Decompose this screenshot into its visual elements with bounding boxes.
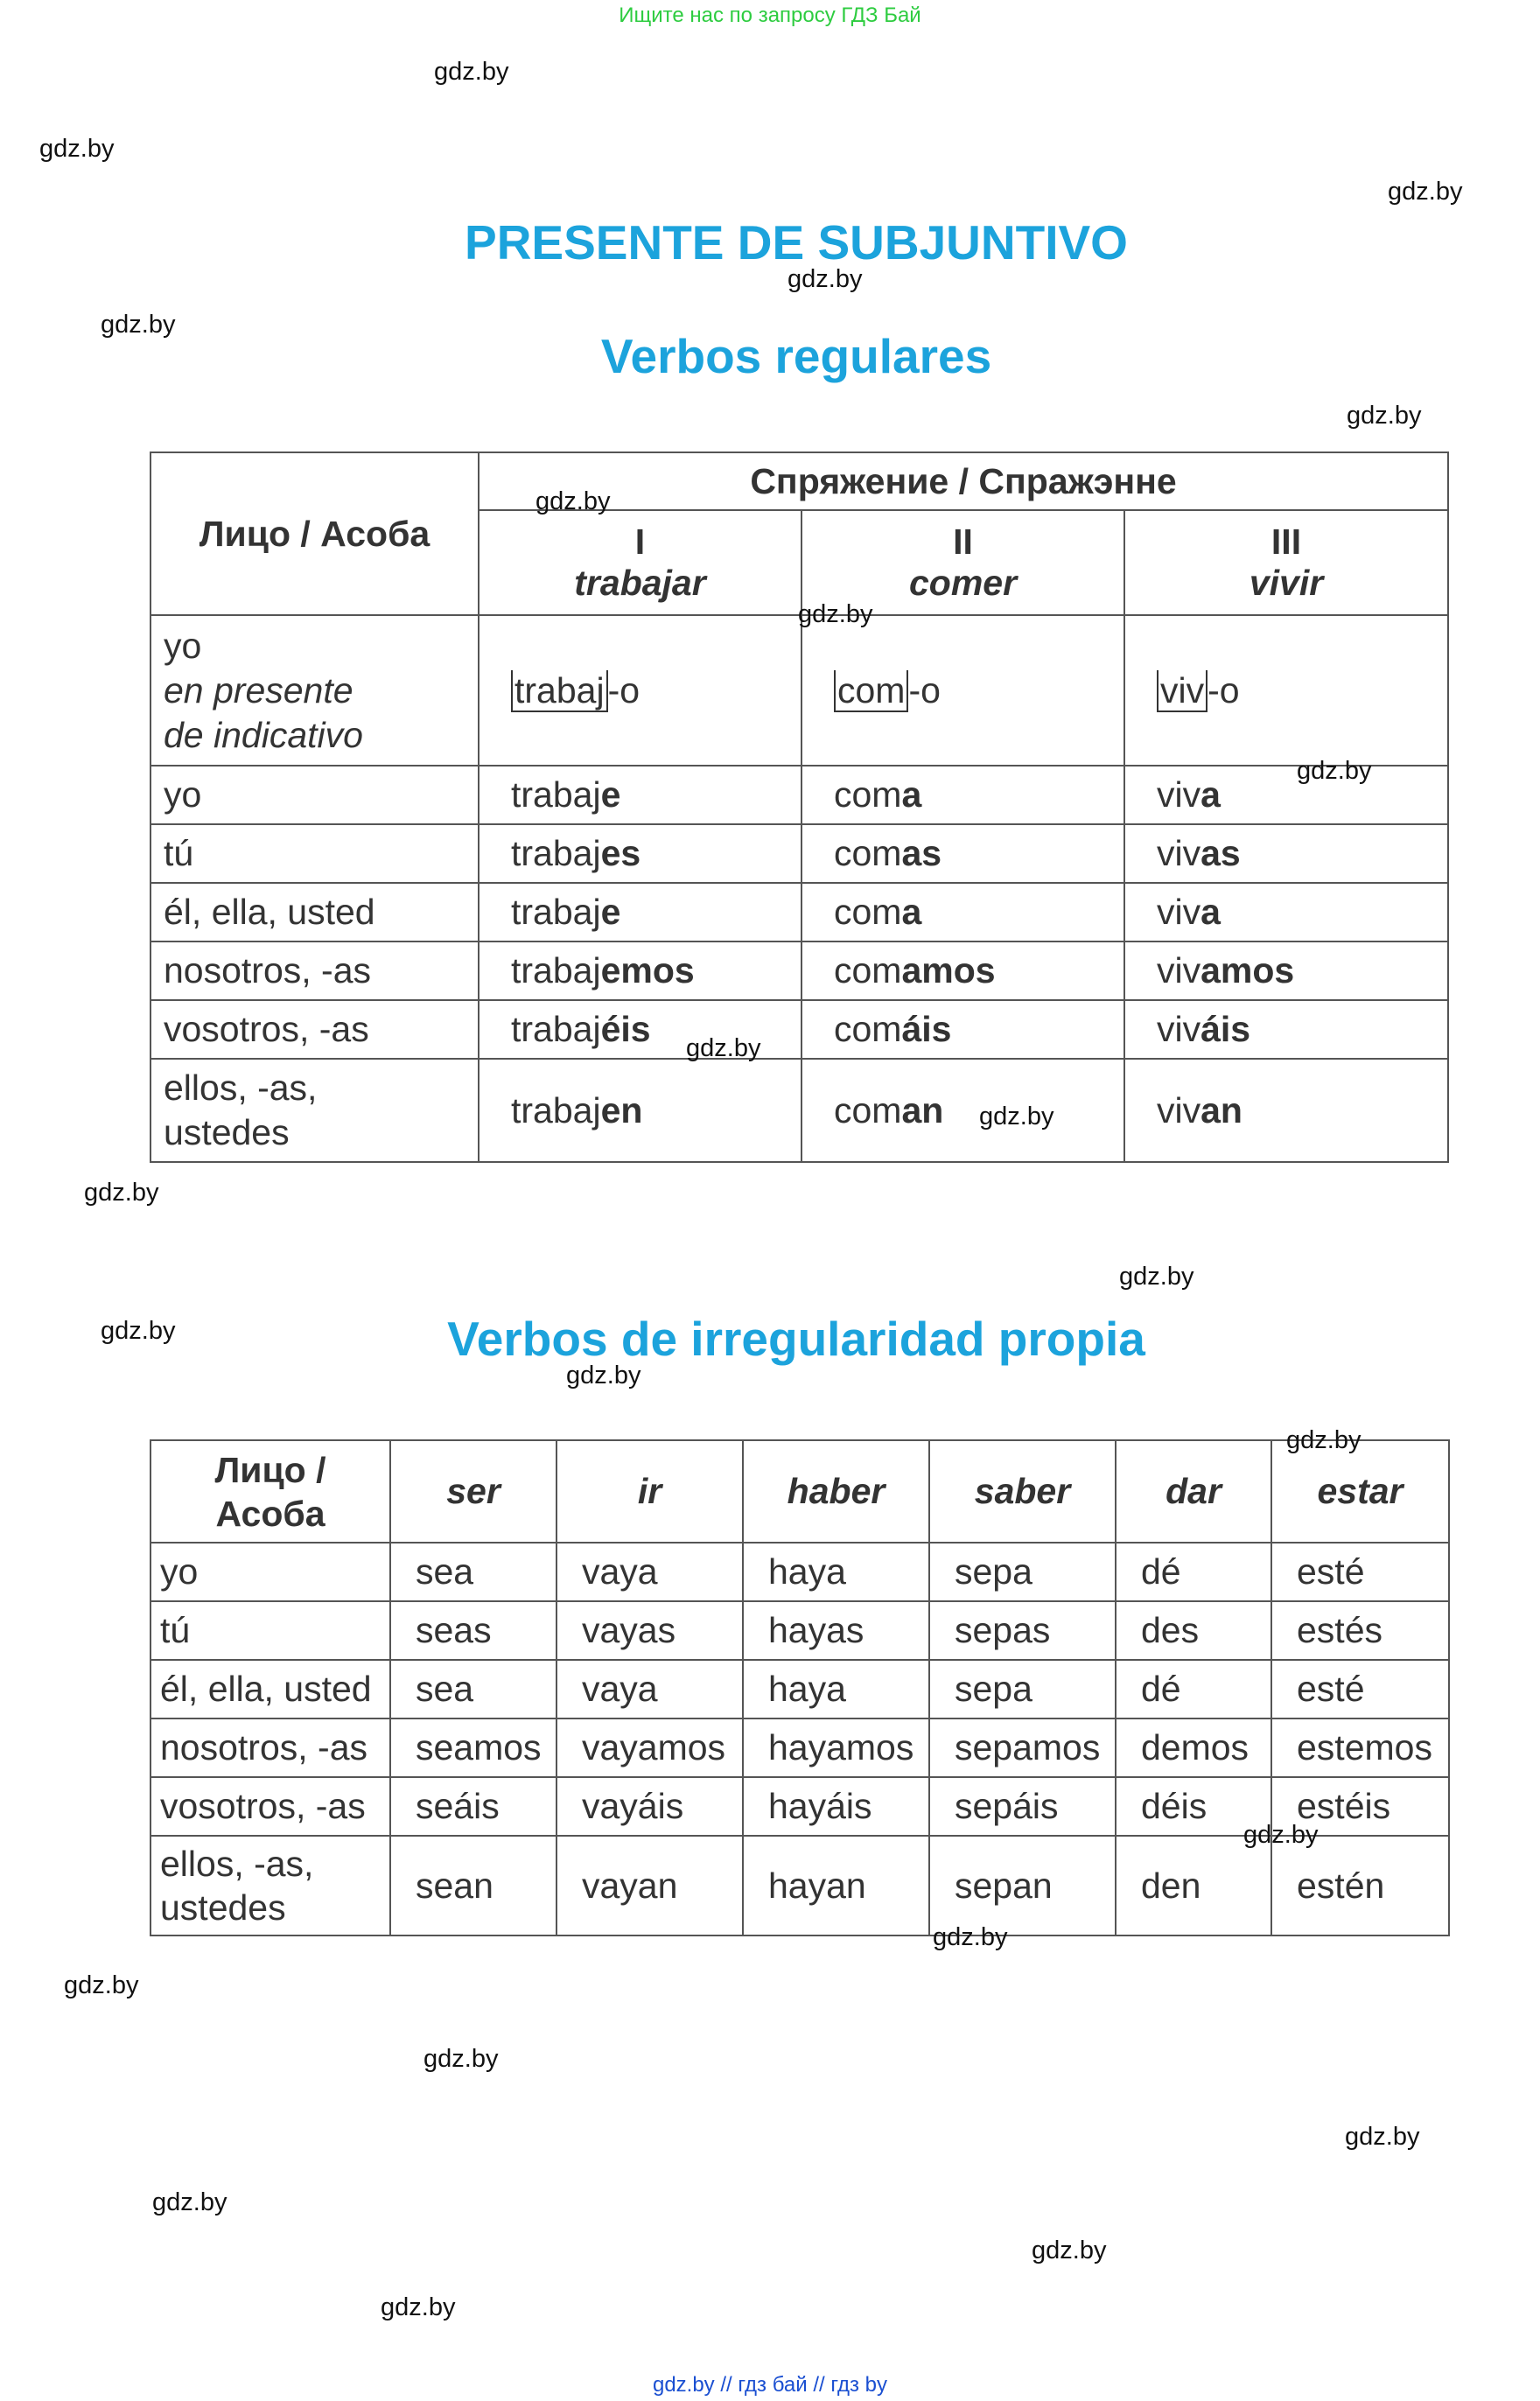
watermark: gdz.by: [566, 1362, 641, 1390]
verb-header: dar: [1116, 1440, 1271, 1543]
watermark: gdz.by: [536, 487, 611, 515]
watermark: gdz.by: [798, 600, 873, 628]
table-row: [150, 824, 1448, 883]
indicative-form: viv-o: [1124, 615, 1448, 766]
watermark: gdz.by: [1286, 1426, 1362, 1454]
form-cell: trabajemos: [479, 942, 802, 1000]
person-cell: él, ella, usted: [150, 1660, 390, 1718]
person-cell: vosotros, -as: [150, 1777, 390, 1836]
form-cell: viva: [1124, 766, 1448, 824]
person-cell: yo: [150, 766, 479, 824]
watermark: gdz.by: [101, 311, 176, 339]
form-cell: coma: [802, 766, 1124, 824]
watermark: gdz.by: [686, 1034, 761, 1062]
table-row: [150, 1543, 1449, 1601]
verb-header: ser: [390, 1440, 556, 1543]
form-cell: trabaje: [479, 766, 802, 824]
group-1-header: I trabajar: [479, 510, 802, 615]
form-cell: vayáis: [556, 1777, 743, 1836]
form-cell: comamos: [802, 942, 1124, 1000]
form-cell: coman: [802, 1059, 1124, 1162]
form-cell: hayáis: [743, 1777, 929, 1836]
form-cell: sea: [390, 1660, 556, 1718]
person-cell: él, ella, usted: [150, 883, 479, 942]
watermark: gdz.by: [1243, 1821, 1319, 1849]
form-cell: seáis: [390, 1777, 556, 1836]
form-cell: déis: [1116, 1777, 1271, 1836]
person-cell: nosotros, -as: [150, 1718, 390, 1777]
person-cell: ellos, -as, ustedes: [150, 1059, 479, 1162]
section-heading-regular: Verbos regulares: [600, 329, 992, 383]
form-cell: vayan: [556, 1836, 743, 1936]
form-cell: sepan: [929, 1836, 1116, 1936]
person-cell: yo en presente de indicativo: [150, 615, 479, 766]
form-cell: estés: [1271, 1601, 1449, 1660]
group-2-header: II comer: [802, 510, 1124, 615]
form-cell: trabaje: [479, 883, 802, 942]
footer-links[interactable]: gdz.by // гдз бай // гдз by: [652, 2373, 888, 2397]
indicative-form: com-o: [802, 615, 1124, 766]
conjugation-header: Спряжение / Спражэнне: [479, 452, 1448, 510]
form-cell: seamos: [390, 1718, 556, 1777]
watermark: gdz.by: [1119, 1263, 1194, 1291]
person-cell: nosotros, -as: [150, 942, 479, 1000]
verb-header: estar: [1271, 1440, 1449, 1543]
watermark: gdz.by: [152, 2188, 228, 2216]
form-cell: esté: [1271, 1543, 1449, 1601]
section-heading-irregular: Verbos de irregularidad propia: [447, 1312, 1145, 1366]
watermark: gdz.by: [381, 2293, 456, 2321]
form-cell: des: [1116, 1601, 1271, 1660]
person-cell: yo: [150, 1543, 390, 1601]
person-cell: ellos, -as, ustedes: [150, 1836, 390, 1936]
form-cell: haya: [743, 1660, 929, 1718]
watermark: gdz.by: [84, 1179, 159, 1207]
form-cell: estemos: [1271, 1718, 1449, 1777]
form-cell: hayas: [743, 1601, 929, 1660]
indicative-row: [150, 615, 1448, 766]
person-cell: tú: [150, 824, 479, 883]
watermark: gdz.by: [1345, 2123, 1420, 2151]
verb-header: saber: [929, 1440, 1116, 1543]
form-cell: sepa: [929, 1543, 1116, 1601]
form-cell: den: [1116, 1836, 1271, 1936]
form-cell: comas: [802, 824, 1124, 883]
table-row: [150, 1660, 1449, 1718]
table-row: [150, 1601, 1449, 1660]
form-cell: vaya: [556, 1660, 743, 1718]
form-cell: sepamos: [929, 1718, 1116, 1777]
person-header: Лицо / Асоба: [150, 452, 479, 615]
table-row: [150, 1836, 1449, 1936]
form-cell: haya: [743, 1543, 929, 1601]
watermark: gdz.by: [788, 265, 863, 293]
form-cell: sepa: [929, 1660, 1116, 1718]
form-cell: hayan: [743, 1836, 929, 1936]
form-cell: sepas: [929, 1601, 1116, 1660]
watermark: gdz.by: [1297, 757, 1372, 785]
person-cell: tú: [150, 1601, 390, 1660]
verb-header: haber: [743, 1440, 929, 1543]
form-cell: demos: [1116, 1718, 1271, 1777]
form-cell: coma: [802, 883, 1124, 942]
form-cell: sean: [390, 1836, 556, 1936]
table-row: [150, 1059, 1448, 1162]
form-cell: sea: [390, 1543, 556, 1601]
form-cell: vivas: [1124, 824, 1448, 883]
group-3-header: III vivir: [1124, 510, 1448, 615]
watermark: gdz.by: [39, 135, 115, 163]
form-cell: viváis: [1124, 1000, 1448, 1059]
watermark: gdz.by: [1347, 402, 1422, 430]
table-row: [150, 942, 1448, 1000]
watermark: gdz.by: [933, 1923, 1008, 1951]
table-row: [150, 1000, 1448, 1059]
table-row: [150, 1718, 1449, 1777]
form-cell: dé: [1116, 1660, 1271, 1718]
watermark: gdz.by: [1032, 2236, 1107, 2264]
verb-header: ir: [556, 1440, 743, 1543]
form-cell: seas: [390, 1601, 556, 1660]
form-cell: vivamos: [1124, 942, 1448, 1000]
form-cell: vivan: [1124, 1059, 1448, 1162]
form-cell: trabajéis: [479, 1000, 802, 1059]
form-cell: vaya: [556, 1543, 743, 1601]
form-cell: vayamos: [556, 1718, 743, 1777]
form-cell: esté: [1271, 1660, 1449, 1718]
regular-verbs-table: [150, 452, 1449, 1163]
indicative-form: trabaj-o: [479, 615, 802, 766]
form-cell: viva: [1124, 883, 1448, 942]
table-row: [150, 766, 1448, 824]
watermark: gdz.by: [424, 2045, 499, 2073]
top-banner[interactable]: Ищите нас по запросу ГДЗ Бай: [619, 4, 921, 27]
form-cell: trabajes: [479, 824, 802, 883]
watermark: gdz.by: [64, 1971, 139, 1999]
person-cell: vosotros, -as: [150, 1000, 479, 1059]
page-title: PRESENTE DE SUBJUNTIVO: [465, 215, 1128, 270]
form-cell: vayas: [556, 1601, 743, 1660]
irregular-verbs-table: [150, 1439, 1450, 1936]
table-row: [150, 883, 1448, 942]
form-cell: sepáis: [929, 1777, 1116, 1836]
form-cell: comáis: [802, 1000, 1124, 1059]
form-cell: estén: [1271, 1836, 1449, 1936]
watermark: gdz.by: [979, 1102, 1054, 1130]
form-cell: trabajen: [479, 1059, 802, 1162]
form-cell: hayamos: [743, 1718, 929, 1777]
person-header: Лицо / Асоба: [150, 1440, 390, 1543]
watermark: gdz.by: [101, 1317, 176, 1345]
form-cell: dé: [1116, 1543, 1271, 1601]
form-cell: estéis: [1271, 1777, 1449, 1836]
watermark: gdz.by: [1388, 178, 1463, 206]
watermark: gdz.by: [434, 58, 509, 86]
